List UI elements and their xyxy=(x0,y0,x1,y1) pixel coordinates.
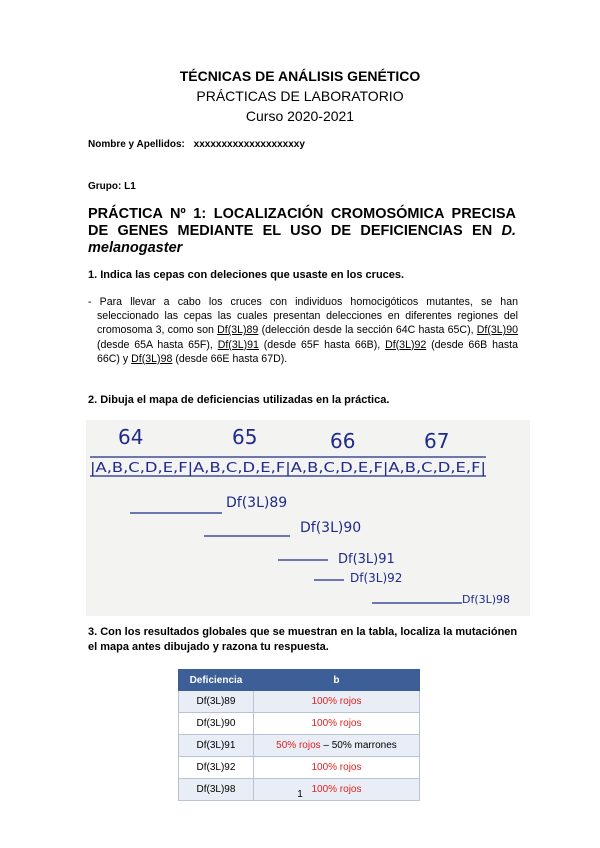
result-rest: – 50% marrones xyxy=(320,740,397,751)
name-label: Nombre y Apellidos: xyxy=(88,139,185,150)
deficiency-label: Df(3L)90 xyxy=(300,520,362,536)
result-red: 100% rojos xyxy=(311,718,362,729)
result-red: 100% rojos xyxy=(311,762,362,773)
section-label: 64 xyxy=(118,425,144,449)
table-row xyxy=(179,757,420,779)
section-label: 67 xyxy=(424,429,450,453)
deficiency-98: Df(3L)98 xyxy=(131,352,173,365)
deficiency-label: Df(3L)92 xyxy=(350,571,403,585)
deficiency-91: Df(3L)91 xyxy=(217,338,259,351)
deficiency-90: Df(3L)90 xyxy=(476,324,518,337)
deficiency-map-drawing xyxy=(86,420,530,616)
table-header-row xyxy=(179,670,420,691)
result-cell xyxy=(253,691,419,713)
handwritten-deficiency-map xyxy=(86,420,530,616)
practice-title-species: D. melanogaster xyxy=(88,223,516,256)
practice-title-main: PRÁCTICA Nº 1: LOCALIZACIÓN CROMOSÓMICA PRECISA DE GENES MEDIANTE EL USO DE DEFICIENCIAS EN xyxy=(88,206,516,239)
deficiency-cell: Df(3L)91 xyxy=(179,735,254,757)
document-title: TÉCNICAS DE ANÁLISIS GENÉTICO xyxy=(179,68,421,84)
question-3: 3. Con los resultados globales que se muestran en la tabla, localiza la mutaciónen el mapa antes dibujado y razona tu respuesta. xyxy=(88,626,518,653)
deficiency-92: Df(3L)92 xyxy=(385,338,427,351)
result-red: 100% rojos xyxy=(311,784,362,795)
result-cell xyxy=(253,757,419,779)
result-red: 50% rojos xyxy=(276,740,321,751)
table-row xyxy=(179,691,420,713)
group-line: Grupo: L1 xyxy=(88,181,136,192)
deficiency-cell: Df(3L)89 xyxy=(179,691,254,713)
table-row xyxy=(179,735,420,757)
deficiency-label: Df(3L)91 xyxy=(338,552,395,567)
deficiency-89: Df(3L)89 xyxy=(217,324,259,337)
page-number: 1 xyxy=(297,789,303,800)
question-1: 1. Indica las cepas con deleciones que usaste en los cruces. xyxy=(88,269,405,281)
deficiency-label: Df(3L)89 xyxy=(226,495,288,511)
answer-text: (desde 65A hasta 65F), xyxy=(97,338,218,351)
result-cell xyxy=(253,735,419,757)
answer-text: (delección desde la sección 64C hasta 65C), xyxy=(258,324,477,337)
results-table xyxy=(178,669,420,801)
answer-1 xyxy=(88,295,518,366)
result-cell xyxy=(253,713,419,735)
header-deficiency: Deficiencia xyxy=(179,670,254,691)
answer-text: (desde 65F hasta 66B), xyxy=(258,338,386,351)
practice-title xyxy=(88,206,516,257)
answer-text: (desde 66B hasta 66C) y xyxy=(97,338,518,365)
deficiency-label: Df(3L)98 xyxy=(462,593,511,606)
chromosome-bands: |A,B,C,D,E,F|A,B,C,D,E,F|A,B,C,D,E,F|A,B,C,D,E,F| xyxy=(90,461,486,476)
course-year: Curso 2020-2021 xyxy=(245,108,355,124)
deficiency-cell: Df(3L)92 xyxy=(179,757,254,779)
document-subtitle: PRÁCTICAS DE LABORATORIO xyxy=(196,88,404,104)
section-label: 65 xyxy=(232,425,258,449)
table-row xyxy=(179,713,420,735)
answer-text: - Para llevar a cabo los cruces con individuos homocigóticos mutantes, se han seleccionado las cepas las cuales presentan delecciones en diferentes regiones del cromosoma 3, como son xyxy=(88,296,518,337)
result-red: 100% rojos xyxy=(311,696,362,707)
deficiency-cell: Df(3L)90 xyxy=(179,713,254,735)
question-2: 2. Dibuja el mapa de deficiencias utilizadas en la práctica. xyxy=(88,394,390,406)
name-value: xxxxxxxxxxxxxxxxxxxy xyxy=(193,139,305,150)
header-b: b xyxy=(253,670,419,691)
section-label: 66 xyxy=(330,429,356,453)
answer-text: (desde 66E hasta 67D). xyxy=(172,352,288,365)
student-name-line xyxy=(88,139,305,150)
deficiency-cell: Df(3L)98 xyxy=(179,779,254,801)
